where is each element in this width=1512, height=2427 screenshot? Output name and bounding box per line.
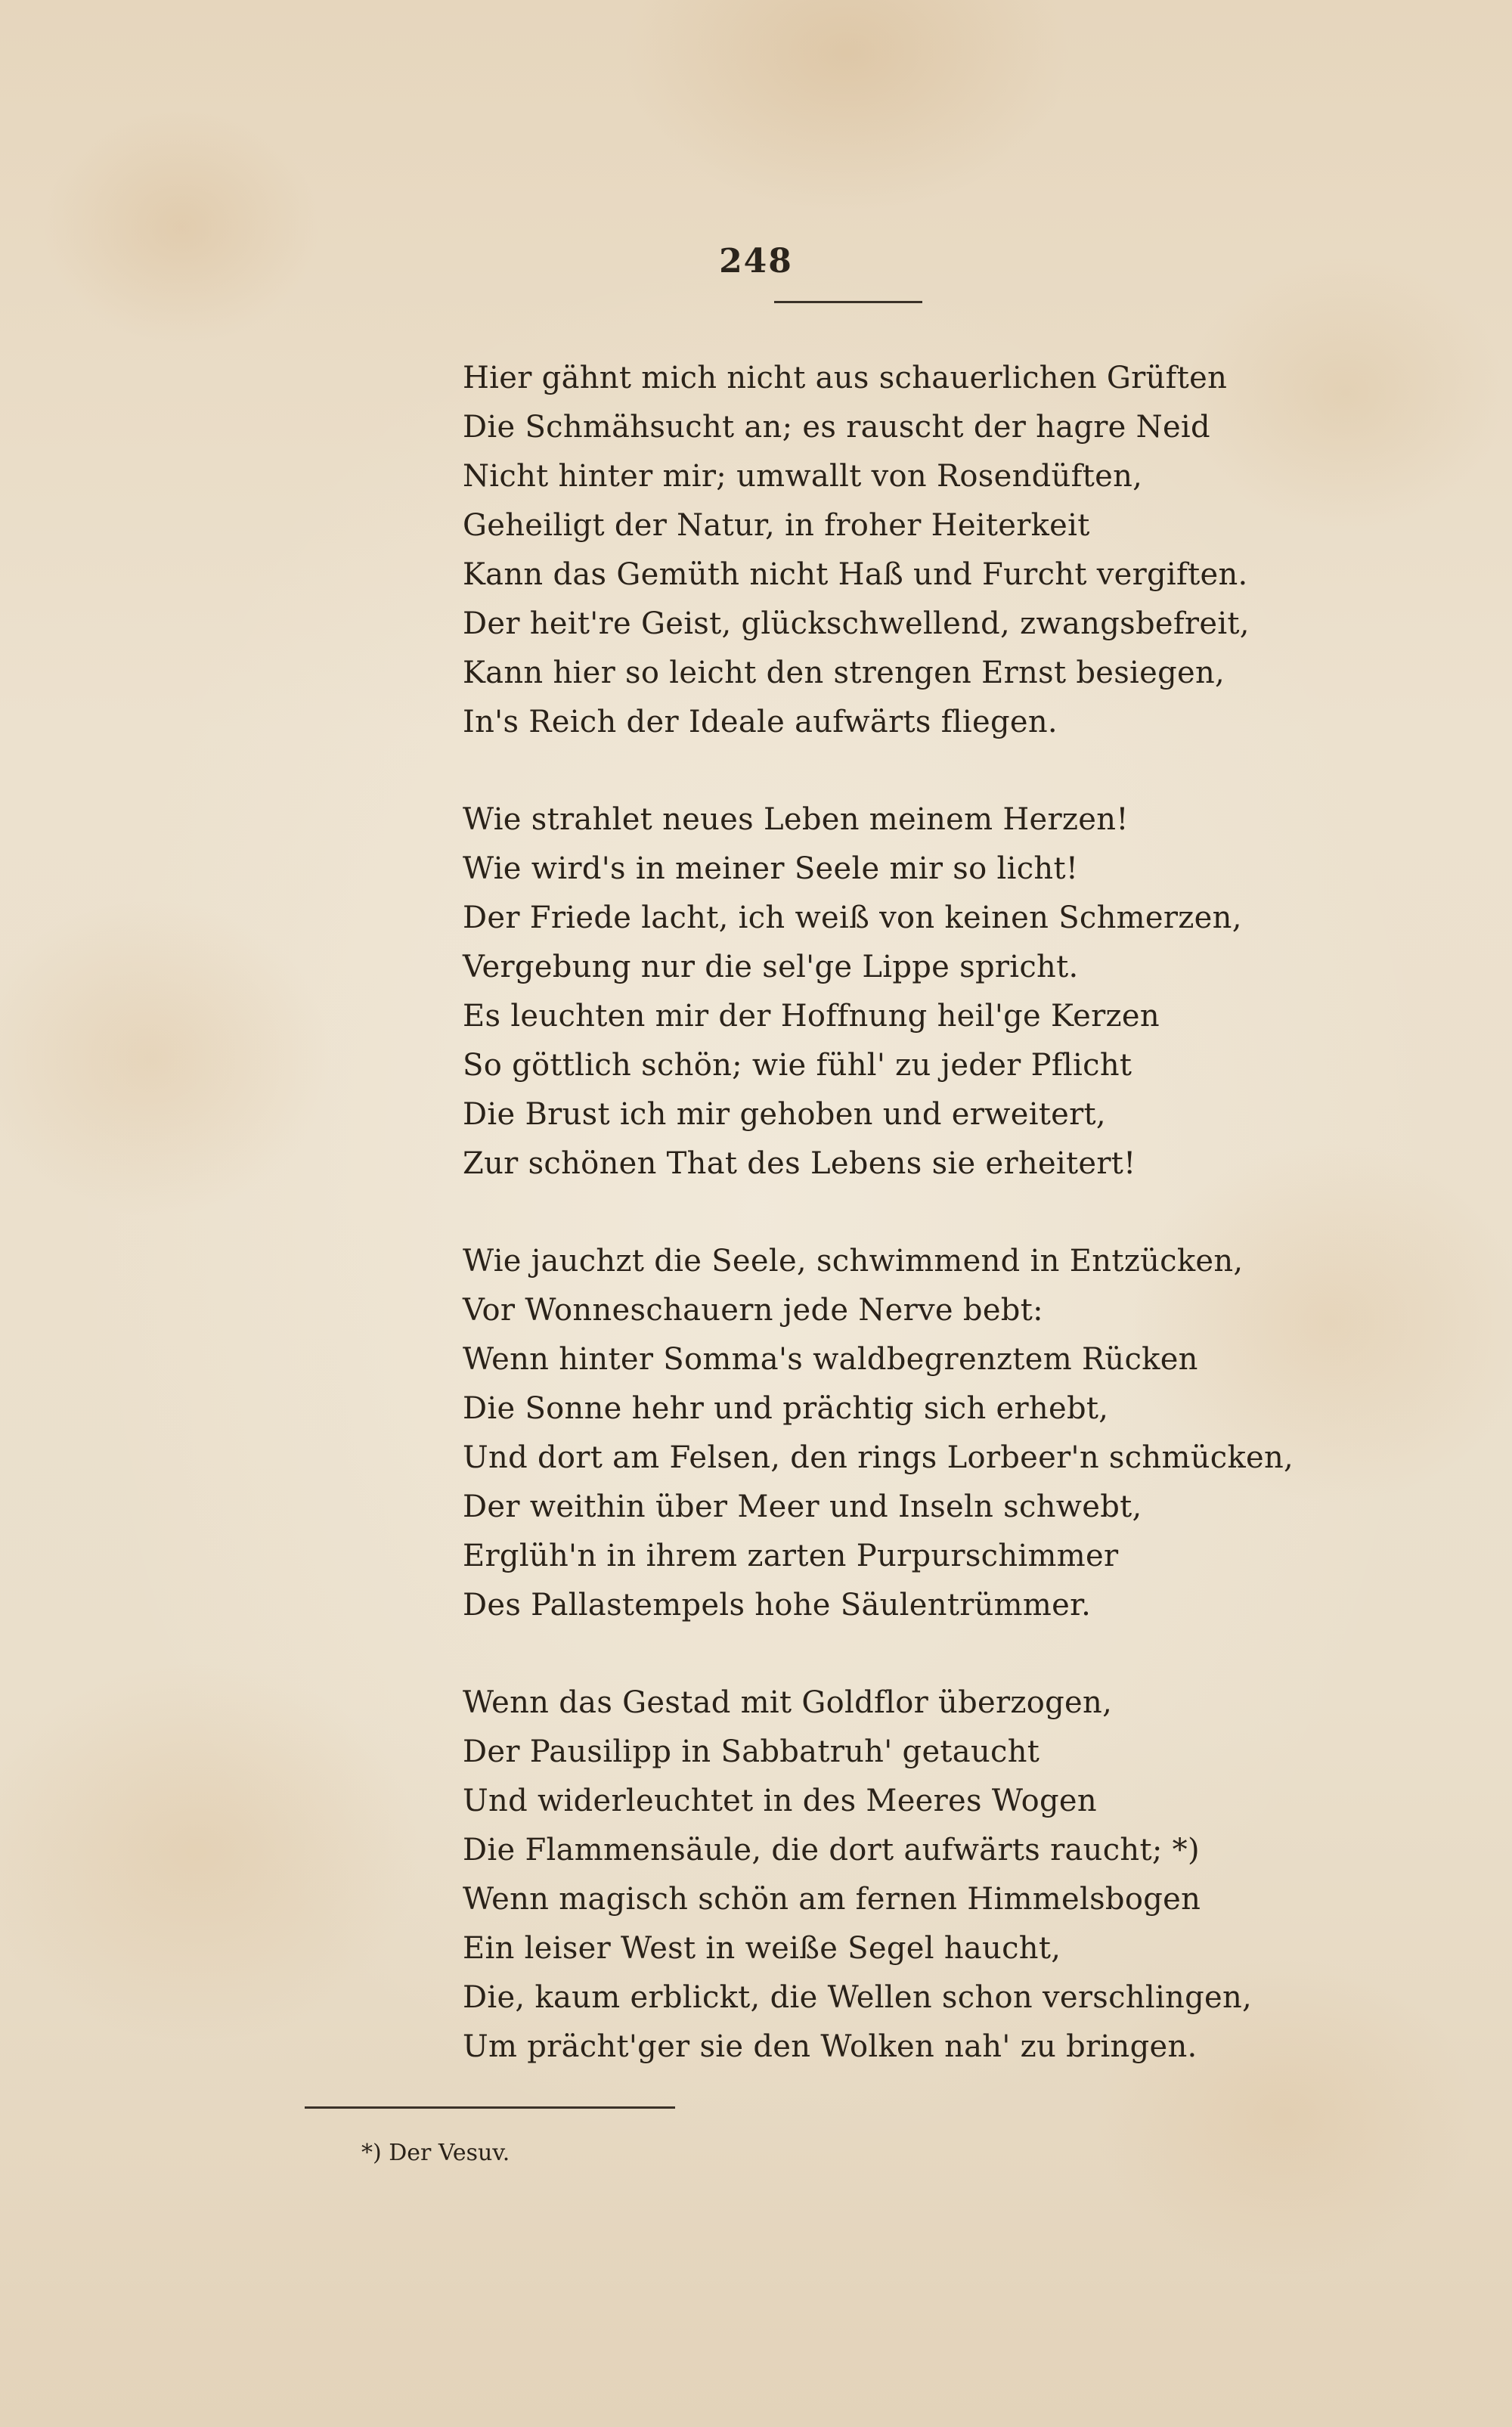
stanza <box>463 795 1332 1189</box>
verse-line: Und widerleuchtet in des Meeres Wogen <box>463 1784 1097 1818</box>
verse-line: Wenn das Gestad mit Goldflor überzogen, <box>463 1685 1113 1720</box>
verse-line: Kann das Gemüth nicht Haß und Furcht vergiften. <box>463 557 1248 592</box>
header-rule <box>774 301 922 303</box>
verse-line: Wie strahlet neues Leben meinem Herzen! <box>463 802 1129 837</box>
verse-line: Nicht hinter mir; umwallt von Rosendüften, <box>463 459 1143 494</box>
verse-line: Erglüh'n in ihrem zarten Purpurschimmer <box>463 1539 1119 1573</box>
verse-line: Der heit're Geist, glückschwellend, zwangsbefreit, <box>463 606 1250 641</box>
verse-line: In's Reich der Ideale aufwärts fliegen. <box>463 705 1058 739</box>
verse-line: Die Flammensäule, die dort aufwärts raucht; *) <box>463 1833 1200 1868</box>
verse-line: So göttlich schön; wie fühl' zu jeder Pflicht <box>463 1048 1132 1083</box>
verse-line: Geheiligt der Natur, in froher Heiterkeit <box>463 508 1090 543</box>
stanza <box>463 1678 1332 2072</box>
verse-line: Wie wird's in meiner Seele mir so licht! <box>463 851 1079 886</box>
stanza <box>463 1237 1332 1630</box>
verse-line: Der weithin über Meer und Inseln schwebt, <box>463 1489 1142 1524</box>
verse-line: Die Schmähsucht an; es rauscht der hagre Neid <box>463 410 1210 445</box>
verse-line: Kann hier so leicht den strengen Ernst besiegen, <box>463 656 1225 690</box>
verse-line: Vergebung nur die sel'ge Lippe spricht. <box>463 950 1079 984</box>
verse-line: Die Brust ich mir gehoben und erweitert, <box>463 1097 1106 1132</box>
verse-line: Ein leiser West in weiße Segel haucht, <box>463 1931 1061 1966</box>
verse-line: Vor Wonneschauern jede Nerve bebt: <box>463 1293 1043 1328</box>
verse-line: Der Pausilipp in Sabbatruh' getaucht <box>463 1734 1040 1769</box>
verse-line: Hier gähnt mich nicht aus schauerlichen Grüften <box>463 361 1228 395</box>
verse-line: Es leuchten mir der Hoffnung heil'ge Kerzen <box>463 999 1160 1034</box>
verse-line: Wenn hinter Somma's waldbegrenztem Rücken <box>463 1342 1198 1377</box>
verse-line: Zur schönen That des Lebens sie erheitert! <box>463 1146 1136 1181</box>
verse-line: Des Pallastempels hohe Säulentrümmer. <box>463 1588 1092 1623</box>
verse-line: Der Friede lacht, ich weiß von keinen Schmerzen, <box>463 900 1242 935</box>
poem-body <box>463 354 1332 2120</box>
stanza <box>463 354 1332 747</box>
verse-line: Wie jauchzt die Seele, schwimmend in Entzücken, <box>463 1244 1244 1279</box>
footnote-rule <box>305 2106 675 2109</box>
verse-line: Wenn magisch schön am fernen Himmelsbogen <box>463 1882 1201 1917</box>
page-number: 248 <box>719 242 793 281</box>
verse-line: Um prächt'ger sie den Wolken nah' zu bringen. <box>463 2029 1198 2064</box>
verse-line: Die, kaum erblickt, die Wellen schon verschlingen, <box>463 1980 1253 2015</box>
footnote: *) Der Vesuv. <box>361 2140 510 2166</box>
verse-line: Und dort am Felsen, den rings Lorbeer'n schmücken, <box>463 1440 1294 1475</box>
verse-line: Die Sonne hehr und prächtig sich erhebt, <box>463 1391 1109 1426</box>
